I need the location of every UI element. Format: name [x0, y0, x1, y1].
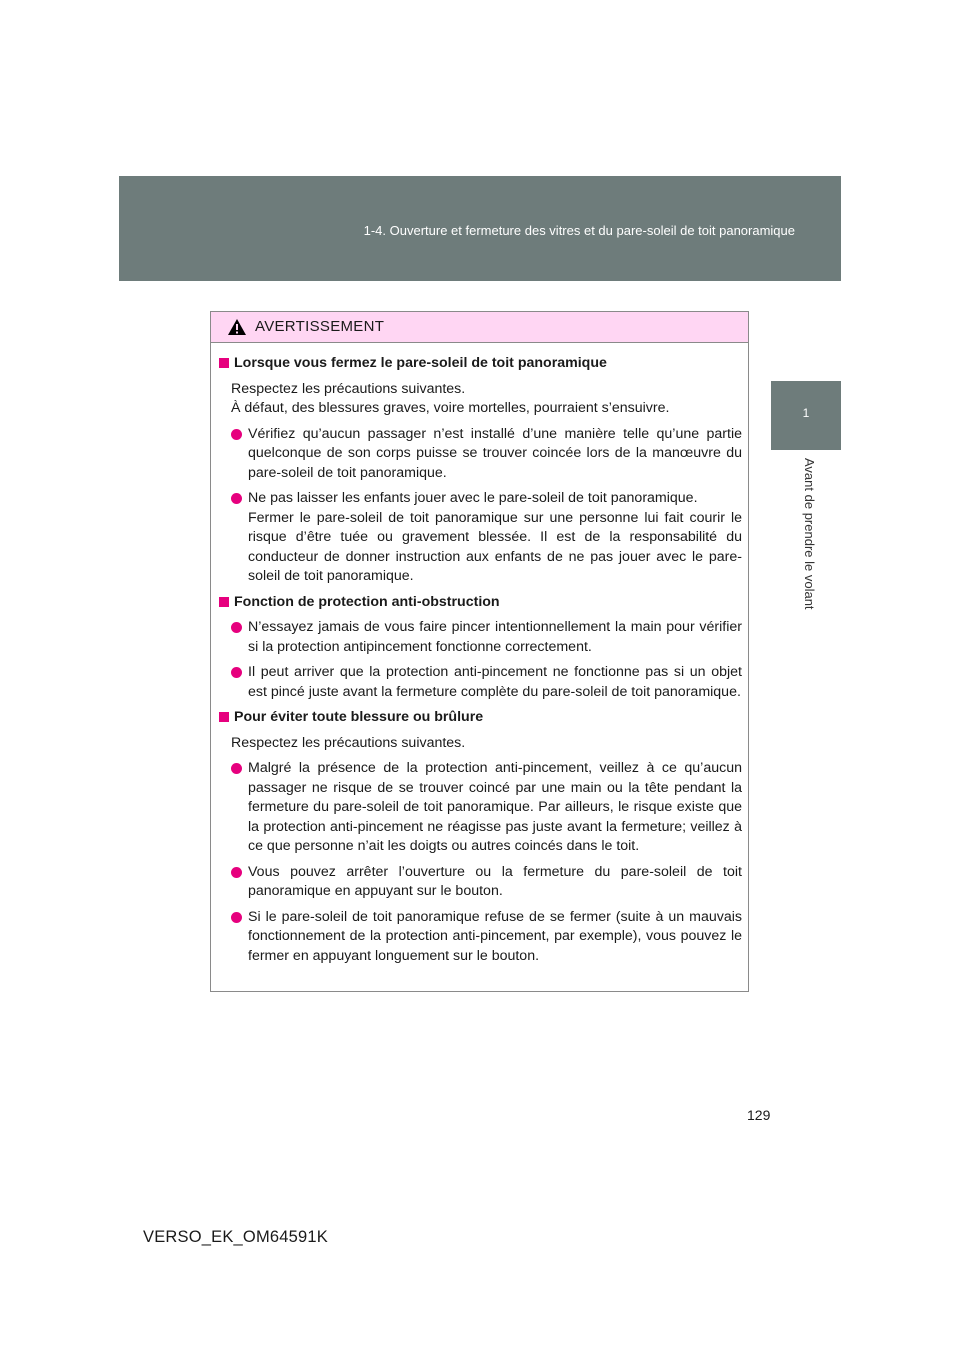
list-item [217, 425, 742, 484]
section-avoid-injury [217, 708, 742, 966]
warning-title: AVERTISSEMENT [255, 318, 385, 335]
paragraph: Respectez les précautions suivantes. [231, 734, 466, 751]
bullet-dot-icon [231, 622, 242, 633]
list-item-text: Si le pare-soleil de toit panoramique refuse de se fermer (suite à un mauvais fonctionnement de la protection anti-pincement, par exemple), vous pouvez le fermer en appuyant longuement sur le bouton. [248, 908, 742, 964]
list-item [217, 663, 742, 702]
warning-header [211, 312, 748, 343]
list-item-text: Vous pouvez arrêter l’ouverture ou la fermeture du pare-soleil de toit panoramique en appuyant sur le bouton. [248, 863, 742, 899]
section-title: 1-4. Ouverture et fermeture des vitres et du pare-soleil de toit panoramique [363, 223, 795, 238]
section-anti-obstruction [217, 593, 742, 703]
chapter-tab [771, 381, 841, 450]
bullet-dot-icon [231, 763, 242, 774]
list-item [217, 489, 742, 587]
list-item [217, 618, 742, 657]
list-item-text: Il peut arriver que la protection anti-pincement ne fonctionne pas si un objet est pincé juste avant la fermeture complète du pare-soleil de toit panoramique. [248, 664, 742, 700]
paragraph-line: Respectez les précautions suivantes. [231, 380, 466, 397]
bullet-dot-icon [231, 867, 242, 878]
paragraph-line: À défaut, des blessures graves, voire mortelles, pourraient s’ensuivre. [231, 400, 670, 416]
list-item-text: Ne pas laisser les enfants jouer avec le pare-soleil de toit panoramique. [248, 490, 698, 506]
list-item [217, 863, 742, 902]
square-bullet-icon [219, 597, 229, 607]
warning-triangle-icon [227, 318, 247, 336]
document-code: VERSO_EK_OM64591K [143, 1228, 328, 1246]
list-item-text: N’essayez jamais de vous faire pincer intentionnellement la main pour vérifier si la protection antipincement fonctionne correctement. [248, 619, 742, 655]
page-number: 129 [747, 1107, 771, 1123]
list-item [217, 908, 742, 967]
paragraph [217, 380, 742, 419]
section-heading [217, 593, 742, 613]
section-heading-text: Fonction de protection anti-obstruction [234, 593, 500, 610]
square-bullet-icon [219, 358, 229, 368]
section-heading [217, 354, 742, 374]
chapter-label: Avant de prendre le volant [802, 458, 817, 610]
section-heading-text: Pour éviter toute blessure ou brûlure [234, 709, 484, 725]
square-bullet-icon [219, 712, 229, 722]
warning-body [211, 343, 748, 966]
list-item-text: Fermer le pare-soleil de toit panoramique sur une personne lui fait courir le risque d’être tuée ou gravement blessée. Il est de la responsabilité du conducteur de donner instruction aux enfants de ne pas jouer avec le pare-soleil de toit panoramique. [248, 509, 742, 584]
list-item [217, 759, 742, 857]
section-closing-sunshade [217, 354, 742, 587]
section-heading-text: Lorsque vous fermez le pare-soleil de toit panoramique [234, 355, 607, 371]
bullet-dot-icon [231, 667, 242, 678]
chapter-number: 1 [802, 406, 810, 420]
list-item-text: Malgré la présence de la protection anti-pincement, veillez à ce qu’aucun passager ne risque de se trouver coincé par une main ou la tête pendant la fermeture du pare-soleil de toit panoramique. Par ailleurs, le risque existe que la protection anti-pincement ne réagisse pas juste avant la fermeture; veillez à ce que personne n’ait les doigts ou autres coincés dans le toit. [248, 760, 742, 854]
header-band [119, 176, 841, 281]
list-item-text: Vérifiez qu’aucun passager n’est installé d’une manière telle qu’une partie quelconque de son corps puisse se trouver coincée lors de la manœuvre du pare-soleil de toit panoramique. [248, 425, 742, 481]
warning-box [210, 311, 749, 992]
section-heading [217, 708, 742, 728]
bullet-dot-icon [231, 429, 242, 440]
bullet-dot-icon [231, 493, 242, 504]
bullet-dot-icon [231, 912, 242, 923]
